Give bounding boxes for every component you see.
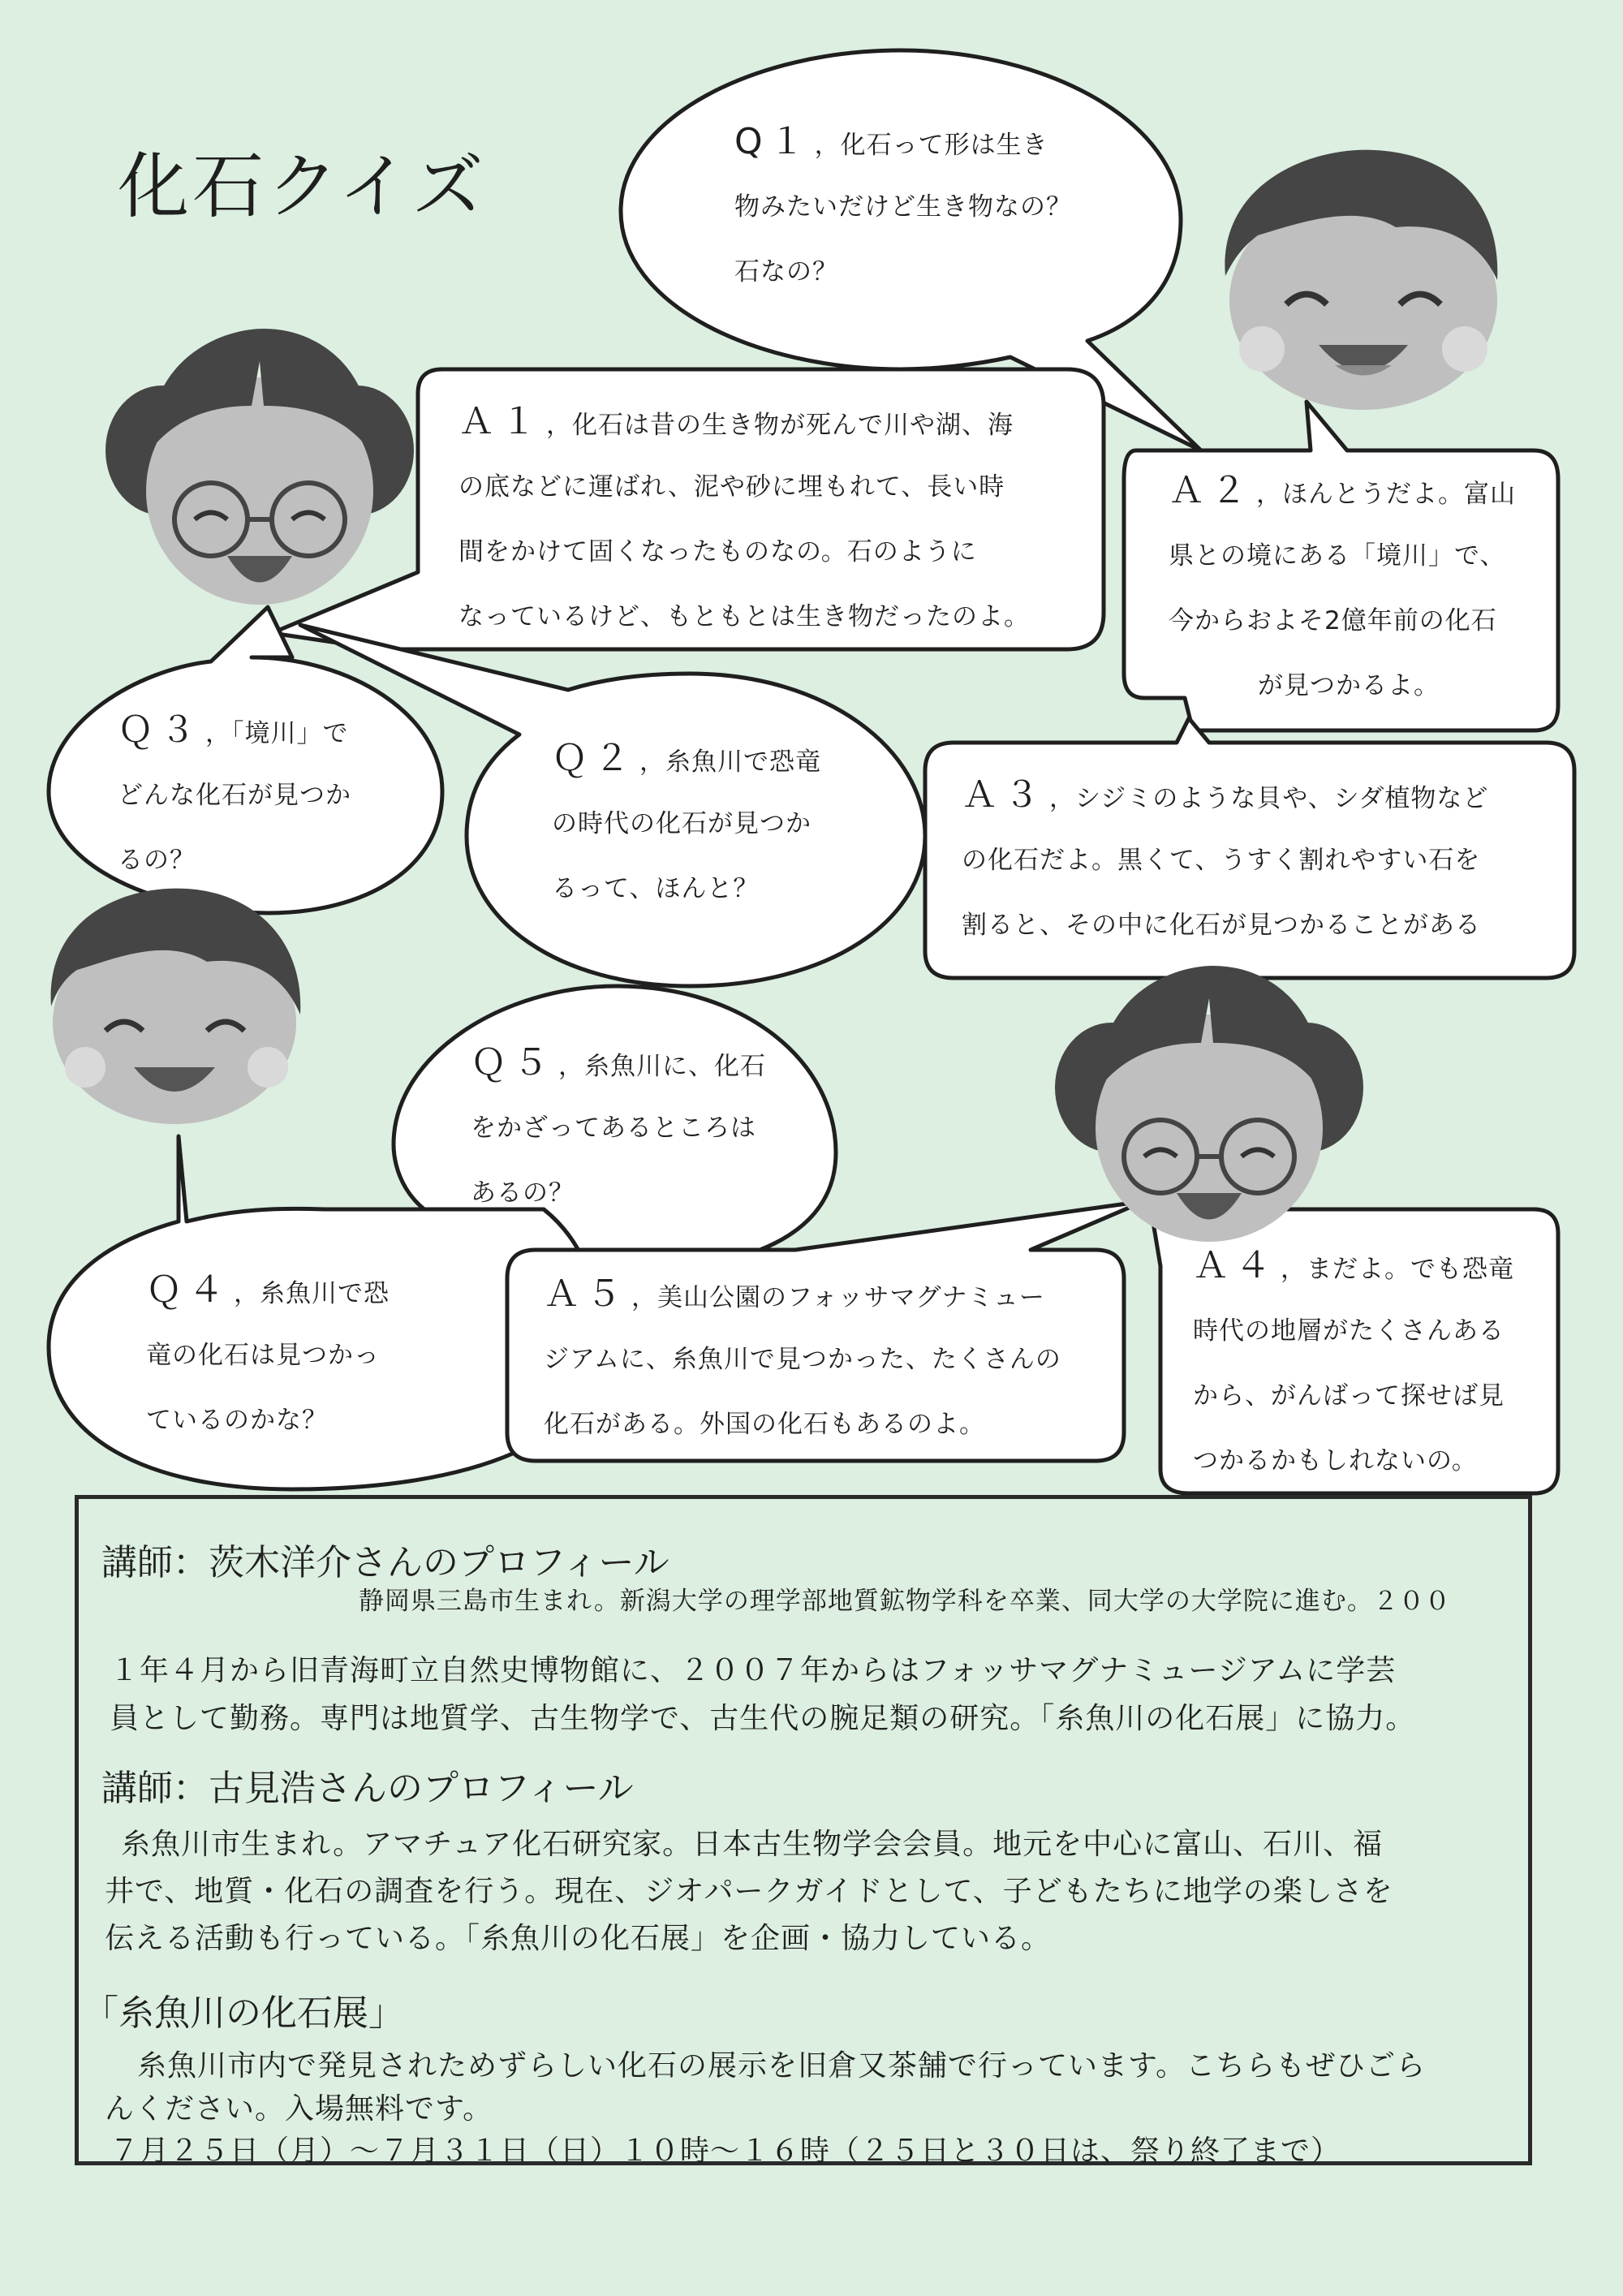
bubble-q1-text: Q１ ，化石って形は生き 物みたいだけど生き物なの？ 石なの？ xyxy=(734,121,1072,286)
exhibit-line-1: 糸魚川市内で発見されためずらしい化石の展示を旧倉又茶舗で行っています。こちらもぜひごら xyxy=(137,2049,1427,2083)
furumi-profile-line-1: 糸魚川市生まれ。アマチュア化石研究家。日本古生物学会会員。地元を中心に富山、石川、福 xyxy=(121,1828,1384,1861)
bubble-q2-text: Ｑ２ ，糸魚川で恐竜 の時代の化石が見つか るって、ほんと？ xyxy=(552,738,821,903)
exhibit-line-3: ７月２５日（月）～７月３１日（日）１０時～１６時（２５日と３０日は、祭り終了まで） xyxy=(110,2134,1341,2168)
bubble-a2-label: Ａ２ xyxy=(1169,470,1253,511)
girl-face-right xyxy=(1047,966,1371,1250)
ibaraki-profile-line-1: 静岡県三島市生まれ。新潟大学の理学部地質鉱物学科を卒業、同大学の大学院に進む。２００ xyxy=(359,1587,1451,1616)
bubble-a3-text: Ａ３ ，シジミのような貝や、シダ植物など の化石だよ。黒くて、うすく割れやすい石を 割ると、その中に化石が見つかることがある xyxy=(962,774,1489,940)
page-title: 化石クイズ xyxy=(118,144,487,228)
boy-face-top-right xyxy=(1209,146,1518,414)
furumi-profile-line-3: 伝える活動も行っている。「糸魚川の化石展」を企画・協力している。 xyxy=(105,1922,1052,1955)
ibaraki-profile-heading: 講師：茨木洋介さんのプロフィール xyxy=(101,1542,669,1583)
bubble-q5-label: Ｑ５ xyxy=(471,1042,555,1083)
bubble-a5-text: Ａ５ ，美山公園のフォッサマグナミュー ジアムに、糸魚川で見つかった、たくさんの 化石がある。外国の化石もあるのよ。 xyxy=(544,1273,1061,1439)
bubble-a4-label: Ａ４ xyxy=(1193,1245,1277,1286)
bubble-q5-text: Ｑ５ ，糸魚川に、化石 をかざってあるところは あるの？ xyxy=(471,1042,766,1208)
bubble-a5-label: Ａ５ xyxy=(544,1273,628,1315)
girl-face-left xyxy=(97,329,422,613)
furumi-profile-line-2: 井で、地質・化石の調査を行う。現在、ジオパークガイドとして、子どもたちに地学の楽しさを xyxy=(105,1875,1393,1908)
exhibit-line-2: んください。入場無料です。 xyxy=(105,2092,493,2126)
bubble-q4-label: Ｑ４ xyxy=(146,1269,230,1311)
bubble-q3-text: Ｑ３ ，「境川」で どんな化石が見つか るの？ xyxy=(118,709,351,875)
ibaraki-profile-line-3: 員として勤務。専門は地質学、古生物学で、古生代の腕足類の研究。「糸魚川の化石展」に協力。 xyxy=(110,1702,1416,1735)
profile-box xyxy=(75,1495,1532,2168)
bubble-a1-text: Ａ１ ，化石は昔の生き物が死んで川や湖、海 の底などに運ばれ、泥や砂に埋もれて、長い時 間をかけて固くなったものなの。石のように なっているけど、もともとは生き物だったのよ。 xyxy=(458,401,1030,631)
exhibit-heading: 「糸魚川の化石展」 xyxy=(83,1992,404,2034)
bubble-q1-label: Q１ xyxy=(734,121,812,162)
bubble-a3-label: Ａ３ xyxy=(962,774,1046,816)
bubble-a2-text: Ａ２ ，ほんとうだよ。富山 県との境にある「境川」で、 今からおよそ2億年前の化石 が見つかるよ。 xyxy=(1169,470,1516,700)
ibaraki-profile-line-2: １年４月から旧青海町立自然史博物館に、２００７年からはフォッサマグナミュージアムに学芸 xyxy=(110,1654,1397,1687)
bubble-q3-label: Ｑ３ xyxy=(118,709,202,751)
bubble-a4-text: Ａ４ ，まだよ。でも恐竜 時代の地層がたくさんある から、がんばって探せば見 つかるかもしれないの。 xyxy=(1193,1245,1514,1475)
bubble-q4-text: Ｑ４ ，糸魚川で恐 竜の化石は見つかっ ているのかな？ xyxy=(146,1269,390,1435)
boy-face-left xyxy=(37,885,312,1128)
furumi-profile-heading: 講師：古見浩さんのプロフィール xyxy=(101,1768,634,1809)
bubble-a1-label: Ａ１ xyxy=(458,401,543,442)
bubble-q2-label: Ｑ２ xyxy=(552,738,636,779)
